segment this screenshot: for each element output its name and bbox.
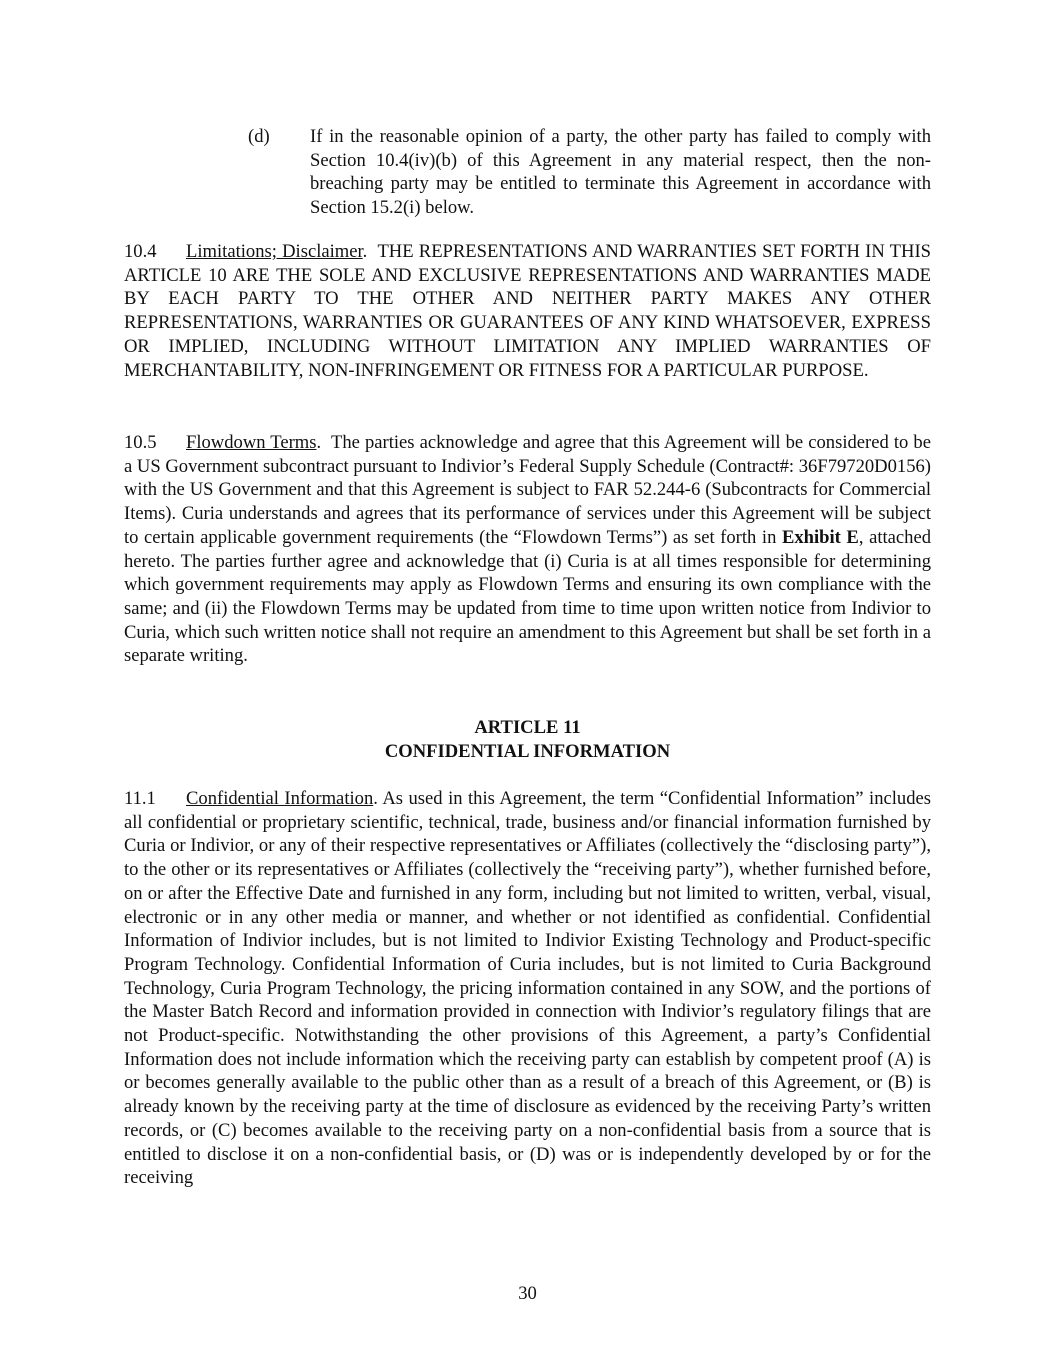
section-10-5-heading-end: . — [316, 432, 322, 453]
section-10-5-body-part1: The parties acknowledge and agree that this Agreement will be considered to be a US Government subcontract pursuant to Indivior’s Federal Supply Schedule (Contract#: 36F79720D0156) with the US Government and that this Agreement is subject to FAR 52.244-6 (Subcontracts for Commercial Items). Curia understands and agrees that its performance of services under this Agreement will be subject to certain applicable government requirements (the “Flowdown Terms”) as set forth in — [124, 432, 931, 548]
section-10-4 — [124, 240, 931, 382]
section-10-5-heading: Flowdown Terms — [186, 432, 317, 453]
section-10-4-number: 10.4 — [124, 241, 157, 262]
article-11-number: ARTICLE 11 — [474, 717, 581, 738]
section-11-1 — [124, 787, 931, 1190]
section-10-4-heading: Limitations; Disclaimer — [186, 241, 363, 262]
section-11-1-body: As used in this Agreement, the term “Confidential Information” includes all confidential or proprietary scientific, technical, trade, business and/or financial information furnished by Curia or Indivior, or any of their respective representatives or Affiliates (collectively the “disclosing party”), to the other or its representatives or Affiliates (collectively the “receiving party”), whether furnished before, on or after the Effective Date and furnished in any form, including but not limited to written, verbal, visual, electronic or in any other media or manner, and whether or not identified as confidential. Confidential Information of Indivior includes, but is not limited to Indivior Existing Technology and Product-specific Program Technology. Confidential Information of Curia includes, but is not limited to Curia Background Technology, Curia Program Technology, the pricing information contained in any SOW, and the portions of the Master Batch Record and information provided in connection with Indivior’s regulatory filings that are not Product-specific. Notwithstanding the other provisions of this Agreement, a party’s Confidential Information does not include information which the receiving party can establish by competent proof (A) is or becomes generally available to the public other than as a result of a breach of this Agreement, or (B) is already known by the receiving party at the time of disclosure as evidenced by the receiving Party’s written records, or (C) becomes available to the receiving party on a non-confidential basis from a source that is entitled to disclose it on a non-confidential basis, or (D) was or is independently developed by or for the receiving — [124, 788, 931, 1189]
section-10-5-body-part2: , attached hereto. The parties further agree and acknowledge that (i) Curia is at all times responsible for determining which government requirements may apply as Flowdown Terms and ensuring its own compliance with the same; and (ii) the Flowdown Terms may be updated from time to time upon written notice from Indivior to Curia, which such written notice shall not require an amendment to this Agreement but shall be set forth in a separate writing. — [124, 526, 931, 667]
section-10-5 — [124, 431, 931, 668]
article-11-heading — [124, 716, 931, 764]
article-11-title: CONFIDENTIAL INFORMATION — [384, 741, 671, 762]
section-10-5-number: 10.5 — [124, 432, 157, 453]
page-number: 30 — [518, 1283, 537, 1304]
subsection-d-text: If in the reasonable opinion of a party, the other party has failed to comply with Section 10.4(iv)(b) of this Agreement in any material respect, then the non-breaching party may be entitled to terminate this Agreement in accordance with Section 15.2(i) below. — [310, 126, 931, 219]
section-11-1-number: 11.1 — [124, 788, 156, 809]
section-10-4-heading-end: . — [362, 241, 368, 262]
section-11-1-heading-end: . — [373, 788, 378, 809]
section-10-4-body: THE REPRESENTATIONS AND WARRANTIES SET FORTH IN THIS ARTICLE 10 ARE THE SOLE AND EXCLUSIVE REPRESENTATIONS AND WARRANTIES MADE BY EACH PARTY TO THE OTHER AND NEITHER PARTY MAKES ANY OTHER REPRESENTATIONS, WARRANTIES OR GUARANTEES OF ANY KIND WHATSOEVER, EXPRESS OR IMPLIED, INCLUDING WITHOUT LIMITATION ANY IMPLIED WARRANTIES OF MERCHANTABILITY, NON-INFRINGEMENT OR FITNESS FOR A PARTICULAR PURPOSE. — [124, 241, 931, 381]
section-11-1-heading: Confidential Information — [186, 788, 374, 809]
subsection-d-label: (d) — [248, 126, 270, 147]
exhibit-e-reference: Exhibit E — [781, 526, 859, 548]
